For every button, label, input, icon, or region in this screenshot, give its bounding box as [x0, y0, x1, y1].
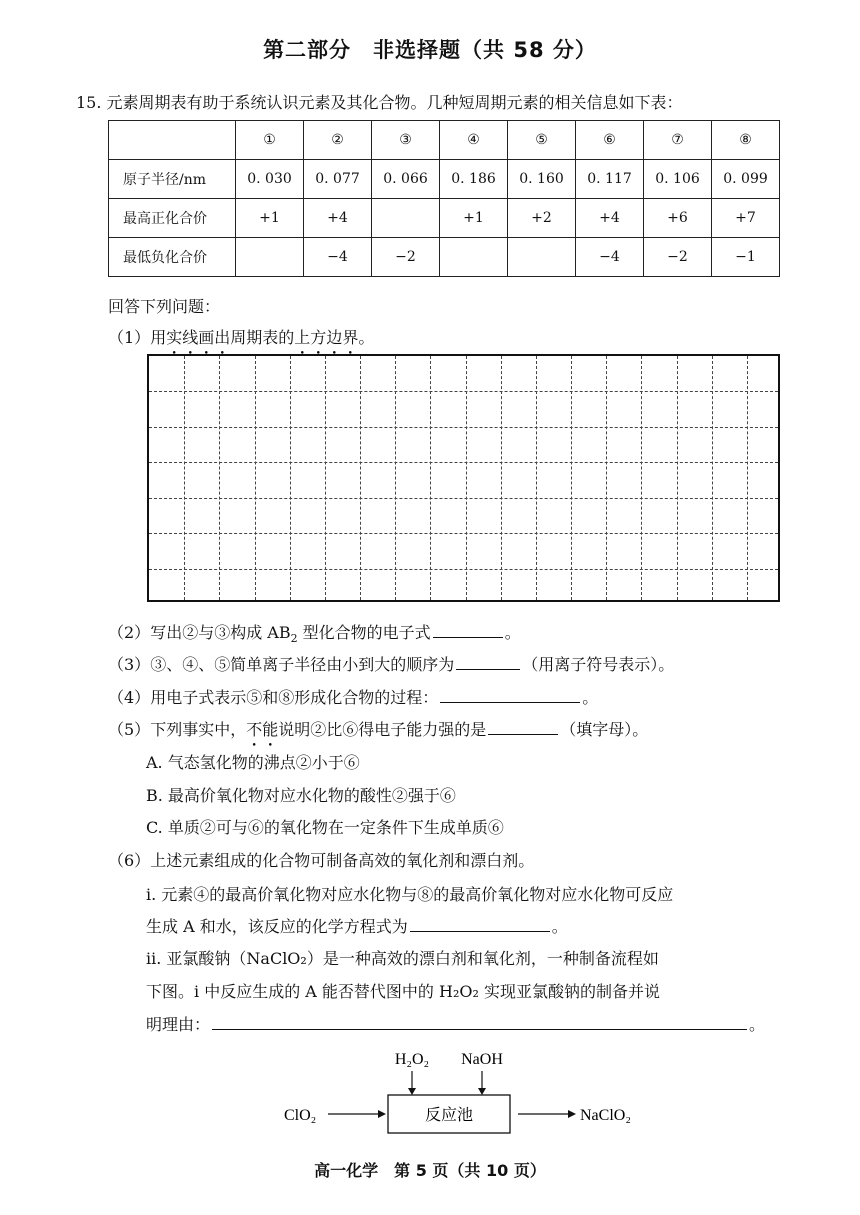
part-text: 。: [504, 623, 521, 642]
table-cell: −2: [372, 238, 440, 277]
question-number: 15.: [76, 93, 102, 112]
grid-row-line: [149, 427, 778, 428]
sub-i-line1: i. 元素④的最高价氧化物对应水化物与⑧的最高价氧化物对应水化物可反应: [146, 885, 674, 904]
emphasis-char: 界: [342, 328, 359, 347]
arrowhead-icon: [568, 1110, 576, 1118]
table-cell: 0. 186: [440, 160, 508, 199]
part-text: 。: [749, 1015, 766, 1034]
grid-row-line: [149, 462, 778, 463]
table-cell: +4: [576, 199, 644, 238]
page-footer: 高一化学 第 5 页（共 10 页）: [314, 1161, 546, 1180]
grid-column-line: [606, 356, 607, 600]
sub-i-line2: [146, 914, 568, 937]
answer-blank[interactable]: [456, 655, 520, 670]
table-row-label: 原子半径/nm: [109, 160, 236, 199]
arrowhead-icon: [478, 1088, 486, 1095]
table-column-header: ②: [304, 121, 372, 160]
part-text: 下列事实中，: [150, 720, 247, 739]
table-cell: 0. 106: [644, 160, 712, 199]
part-text: 。: [358, 328, 375, 347]
table-cell: −1: [712, 238, 780, 277]
section-title: 第二部分 非选择题（共 58 分）: [263, 38, 597, 62]
element-info-table: [108, 120, 780, 277]
table-cell: 0. 066: [372, 160, 440, 199]
table-cell: 0. 117: [576, 160, 644, 199]
option-a: A. 气态氢化物的沸点②小于⑥: [146, 753, 360, 772]
table-column-header: ⑦: [644, 121, 712, 160]
part-number: （5）: [108, 720, 151, 739]
reactant-clo2-label: ClO₂: [284, 1107, 317, 1124]
table-cell: 0. 099: [712, 160, 780, 199]
part-text: 周期表的: [230, 328, 295, 347]
nacl02-flow-diagram: [270, 1045, 690, 1140]
table-column-header: ⑤: [508, 121, 576, 160]
part-2: [108, 620, 521, 645]
table-column-header: ④: [440, 121, 508, 160]
sub-ii-line1: ii. 亚氯酸钠（NaClO₂）是一种高效的漂白剂和氧化剂，一种制备流程如: [146, 949, 659, 968]
emphasis-char: 出: [214, 328, 231, 347]
reactor-label: 反应池: [424, 1105, 474, 1124]
part-text: 说明②比⑥得电子能力强的是: [278, 720, 487, 739]
table-cell: +2: [508, 199, 576, 238]
table-cell: 0. 030: [236, 160, 304, 199]
grid-column-line: [466, 356, 467, 600]
table-cell: −4: [576, 238, 644, 277]
grid-column-line: [712, 356, 713, 600]
sub-ii-line3: [146, 1012, 765, 1035]
emphasis-char: 上: [294, 328, 311, 347]
grid-column-line: [501, 356, 502, 600]
table-cell: [440, 238, 508, 277]
table-cell: [236, 238, 304, 277]
emphasis-char: 实: [166, 328, 183, 347]
question-15-intro: [76, 90, 683, 113]
part-number: （3）: [108, 655, 151, 674]
answer-blank[interactable]: [212, 1015, 747, 1030]
part-1: [108, 325, 374, 348]
table-cell: −2: [644, 238, 712, 277]
answer-blank[interactable]: [488, 720, 558, 735]
part-text: 上述元素组成的化合物可制备高效的氧化剂和漂白剂。: [150, 851, 535, 870]
part-text: 型化合物的电子式: [297, 623, 431, 642]
subscript: 2: [290, 632, 298, 646]
input-h2o2-label: H₂O₂: [394, 1051, 430, 1068]
table-column-header: ⑥: [576, 121, 644, 160]
part-text: 明理由：: [146, 1015, 211, 1034]
table-row-label: 最高正化合价: [109, 199, 236, 238]
grid-row-line: [149, 533, 778, 534]
grid-column-line: [641, 356, 642, 600]
part-3: [108, 652, 674, 675]
grid-row-line: [149, 498, 778, 499]
part-text: （用离子符号表示）。: [522, 655, 675, 674]
part-text: 用电子式表示⑤和⑧形成化合物的过程：: [150, 688, 439, 707]
emphasis-char: 方: [310, 328, 327, 347]
table-cell: [508, 238, 576, 277]
periodic-table-grid[interactable]: [147, 354, 780, 602]
grid-column-line: [747, 356, 748, 600]
arrowhead-icon: [408, 1088, 416, 1095]
grid-column-line: [219, 356, 220, 600]
part-number: （6）: [108, 851, 151, 870]
answer-blank[interactable]: [410, 917, 550, 932]
table-row: [109, 199, 780, 238]
table-cell: 0. 160: [508, 160, 576, 199]
table-cell: 0. 077: [304, 160, 372, 199]
table-cell: +7: [712, 199, 780, 238]
part-6: [108, 848, 534, 871]
table-cell: −4: [304, 238, 372, 277]
table-cell: +1: [236, 199, 304, 238]
part-number: （4）: [108, 688, 151, 707]
arrowhead-icon: [378, 1110, 386, 1118]
emphasized-text: [294, 328, 358, 347]
grid-column-line: [430, 356, 431, 600]
grid-column-line: [677, 356, 678, 600]
grid-column-line: [255, 356, 256, 600]
grid-column-line: [395, 356, 396, 600]
answer-blank[interactable]: [433, 623, 503, 638]
part-4: [108, 685, 598, 708]
sub-ii-line2: 下图。i 中反应生成的 A 能否替代图中的 H₂O₂ 实现亚氯酸钠的制备并说: [146, 982, 661, 1001]
grid-column-line: [184, 356, 185, 600]
emphasis-char: 线: [182, 328, 199, 347]
grid-row-line: [149, 569, 778, 570]
table-column-header: ①: [236, 121, 304, 160]
emphasis-char: 边: [326, 328, 343, 347]
part-text: （填字母）。: [560, 720, 649, 739]
part-5: [108, 717, 648, 740]
part-number: （1）: [108, 328, 151, 347]
table-cell: [372, 199, 440, 238]
part-text: ③、④、⑤简单离子半径由小到大的顺序为: [150, 655, 455, 674]
emphasized-text: [246, 720, 278, 739]
table-cell: +6: [644, 199, 712, 238]
table-cell: +4: [304, 199, 372, 238]
grid-row-line: [149, 391, 778, 392]
grid-column-line: [571, 356, 572, 600]
input-naoh-label: NaOH: [461, 1051, 503, 1068]
option-c: C. 单质②可与⑥的氧化物在一定条件下生成单质⑥: [146, 818, 504, 837]
table-row: [109, 238, 780, 277]
question-intro-text: 元素周期表有助于系统认识元素及其化合物。几种短周期元素的相关信息如下表：: [106, 93, 683, 112]
part-text: 用: [150, 328, 167, 347]
grid-column-line: [325, 356, 326, 600]
grid-column-line: [290, 356, 291, 600]
emphasized-text: [166, 328, 230, 347]
table-corner-cell: [109, 121, 236, 160]
grid-column-line: [360, 356, 361, 600]
part-text: 生成 A 和水，该反应的化学方程式为: [146, 917, 408, 936]
product-naclo2-label: NaClO₂: [580, 1107, 631, 1124]
table-header-row: [109, 121, 780, 160]
emphasis-char: 画: [198, 328, 215, 347]
emphasis-char: 能: [262, 720, 279, 739]
option-b: B. 最高价氧化物对应水化物的酸性②强于⑥: [146, 786, 456, 805]
table-row-label: 最低负化合价: [109, 238, 236, 277]
grid-column-line: [536, 356, 537, 600]
answer-prompt: 回答下列问题：: [108, 297, 221, 316]
part-text: 。: [582, 688, 599, 707]
table-column-header: ③: [372, 121, 440, 160]
table-column-header: ⑧: [712, 121, 780, 160]
table-cell: +1: [440, 199, 508, 238]
part-number: （2）: [108, 623, 151, 642]
part-text: 。: [551, 917, 568, 936]
part-text: 写出②与③构成 AB: [150, 623, 291, 642]
emphasis-char: 不: [246, 720, 263, 739]
answer-blank[interactable]: [440, 688, 580, 703]
table-row: [109, 160, 780, 199]
